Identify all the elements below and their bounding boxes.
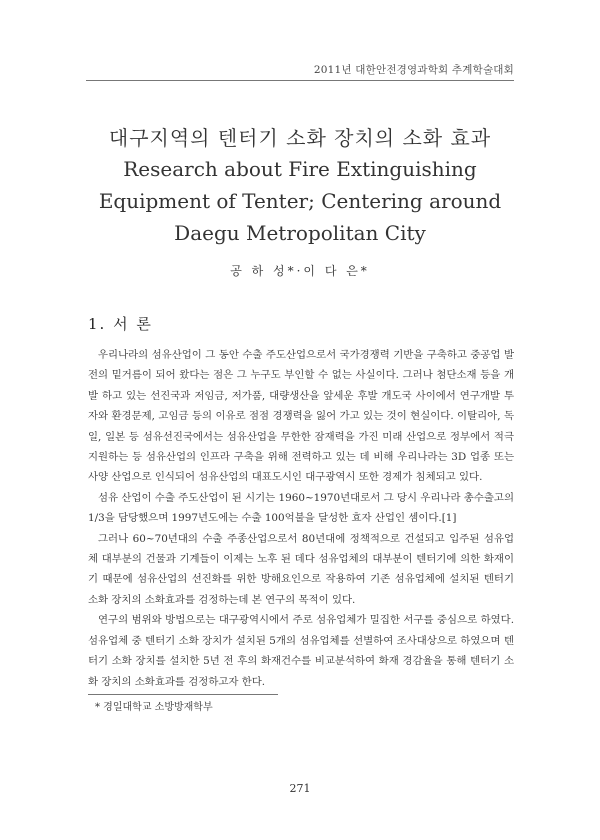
footnote-affiliation: * 경일대학교 소방방재학부 bbox=[95, 702, 213, 713]
title-block bbox=[70, 124, 530, 248]
paragraph-1: 우리나라의 섬유산업이 그 동안 수출 주도산업으로서 국가경쟁력 기반을 구축하고 중공업 발전의 밑거름이 되어 왔다는 점은 그 누구도 부인할 수 없는 사실이다. 그러나 첨단소재 등을 개발 하고 있는 선진국과 저임금, 저가품, 대량생산을 앞세운 후발 개도국 사이에서 연구개발 투자와 환경문제, 고임금 등의 이유로 점점 경쟁력을 잃어 가고 있는 것이 현실이다. 이탈리아, 독일, 일본 등 섬유선진국에서는 섬유산업을 무한한 잠재력을 가진 미래 산업으로 정부에서 적극 지원하는 등 섬유산업의 인프라 구축을 위해 전력하고 있는 데 비해 우리나라는 3D 업종 또는 사양 산업으로 인식되어 섬유산업의 대표도시인 대구광역시 또한 경제가 침체되고 있다. bbox=[88, 349, 514, 484]
page-number: 271 bbox=[289, 782, 311, 795]
english-title-line-3: Daegu Metropolitan City bbox=[174, 221, 426, 245]
body-text bbox=[88, 345, 514, 692]
authors: 공 하 성*·이 다 은* bbox=[230, 264, 370, 278]
english-title-line-1: Research about Fire Extinguishing bbox=[123, 157, 477, 181]
paragraph-3: 그러나 60~70년대의 수출 주종산업으로서 80년대에 정책적으로 건설되고 입주된 섬유업체 대부분의 건물과 기계들이 이제는 노후 된 데다 섬유업체의 대부분이 텐터기에 의한 화재이기 때문에 섬유산업의 선진화를 위한 방해요인으로 작용하여 기존 섬유업체에 설치된 텐터기 소화 장치의 소화효과를 검정하는데 본 연구의 목적이 있다. bbox=[88, 532, 514, 606]
paragraph-4: 연구의 범위와 방법으로는 대구광역시에서 주로 섬유업체가 밀집한 서구를 중심으로 하였다. 섬유업체 중 텐터기 소화 장치가 설치된 5개의 섬유업체를 선별하여 조사대상으로 하였으며 텐터기 소화 장치를 설치한 5년 전 후의 화재건수를 비교분석하여 화재 경감율을 통해 텐터기 소화 장치의 소화효과를 검정하고자 한다. bbox=[88, 614, 514, 688]
korean-title: 대구지역의 텐터기 소화 장치의 소화 효과 bbox=[108, 126, 492, 150]
english-title-line-2: Equipment of Tenter; Centering around bbox=[98, 189, 502, 213]
paragraph-2: 섬유 산업이 수출 주도산업이 된 시기는 1960~1970년대로서 그 당시 우리나라 총수출고의 1/3을 담당했으며 1997년도에는 수출 100억불을 달성한 효자 산업인 셈이다.[1] bbox=[88, 491, 514, 525]
header-divider bbox=[86, 80, 514, 81]
section-heading: 1. 서 론 bbox=[88, 315, 153, 333]
conference-header: 2011년 대한안전경영과학회 추계학술대회 bbox=[313, 64, 514, 76]
footnote-divider bbox=[88, 694, 278, 695]
